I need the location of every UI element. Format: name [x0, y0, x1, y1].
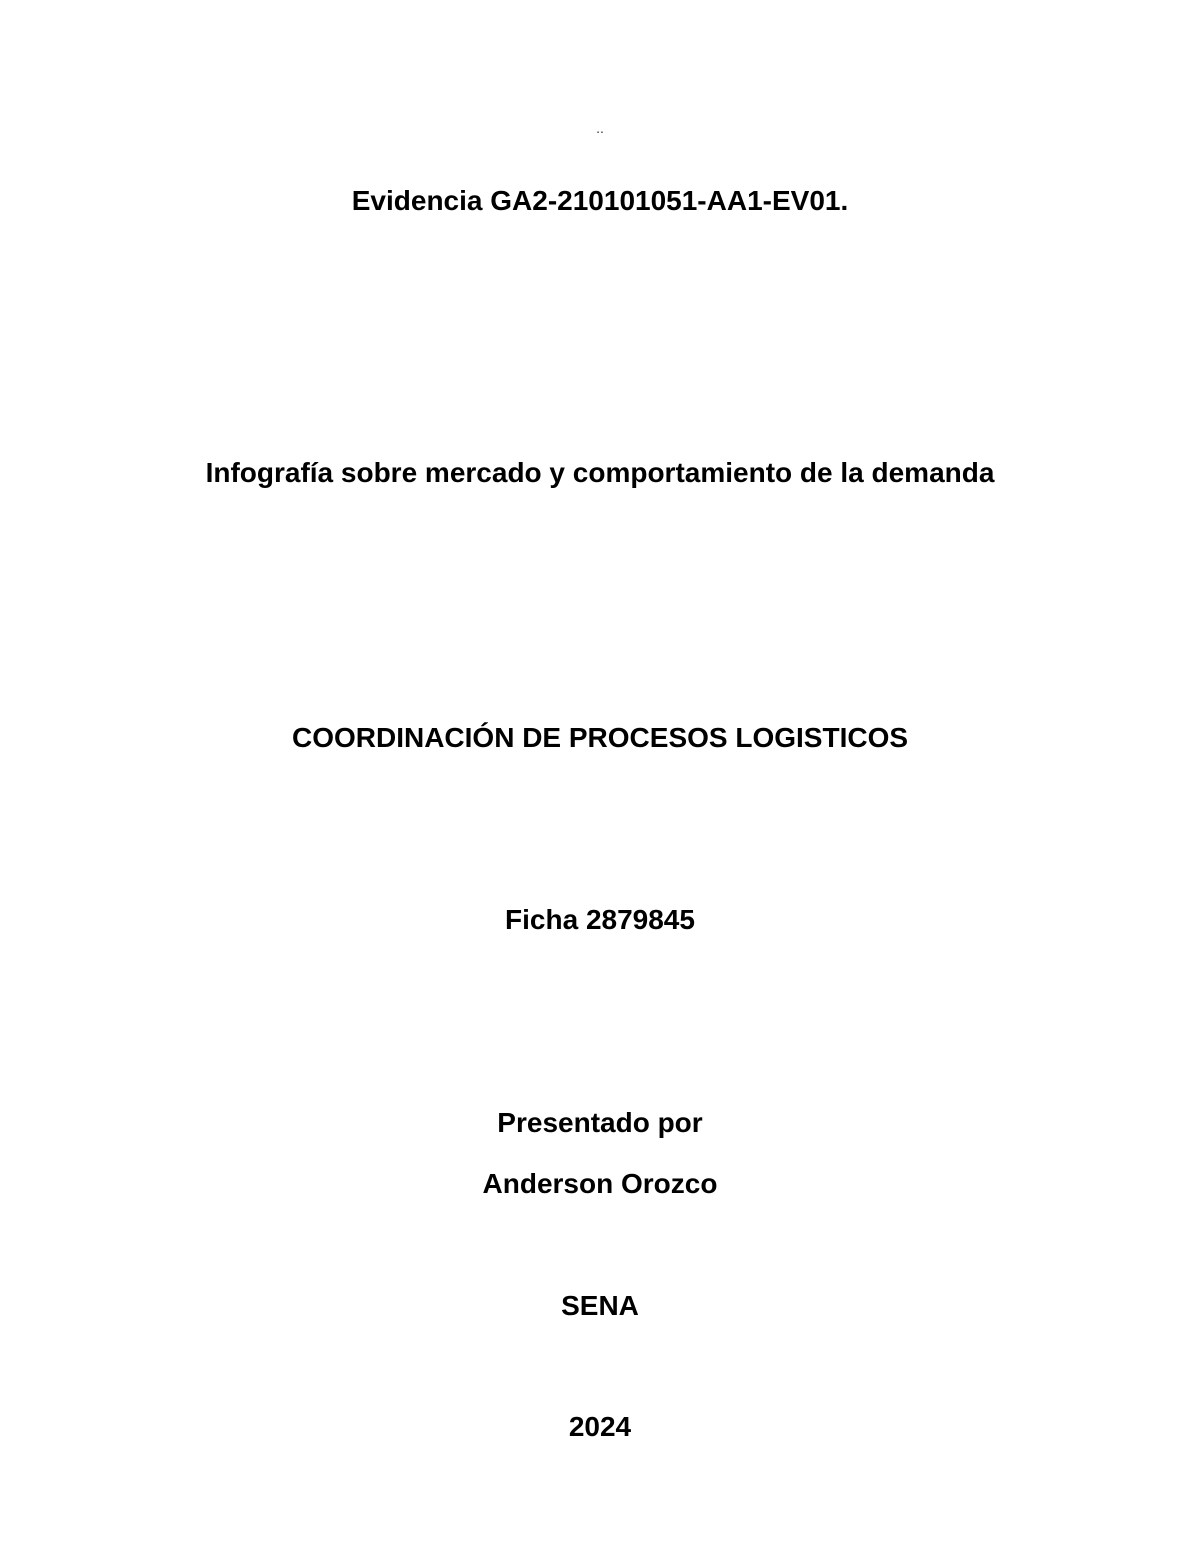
top-mark: ..	[596, 120, 604, 136]
ficha-number: Ficha 2879845	[505, 904, 695, 935]
author-name: Anderson Orozco	[482, 1168, 718, 1199]
year: 2024	[568, 1411, 632, 1442]
document-title: Infografía sobre mercado y comportamiento de la demanda	[205, 457, 995, 488]
institution-name: SENA	[561, 1290, 639, 1321]
program-name: COORDINACIÓN DE PROCESOS LOGISTICOS	[291, 722, 909, 753]
presented-by-label: Presentado por	[497, 1107, 703, 1138]
evidence-code: Evidencia GA2-210101051-AA1-EV01.	[351, 185, 849, 216]
